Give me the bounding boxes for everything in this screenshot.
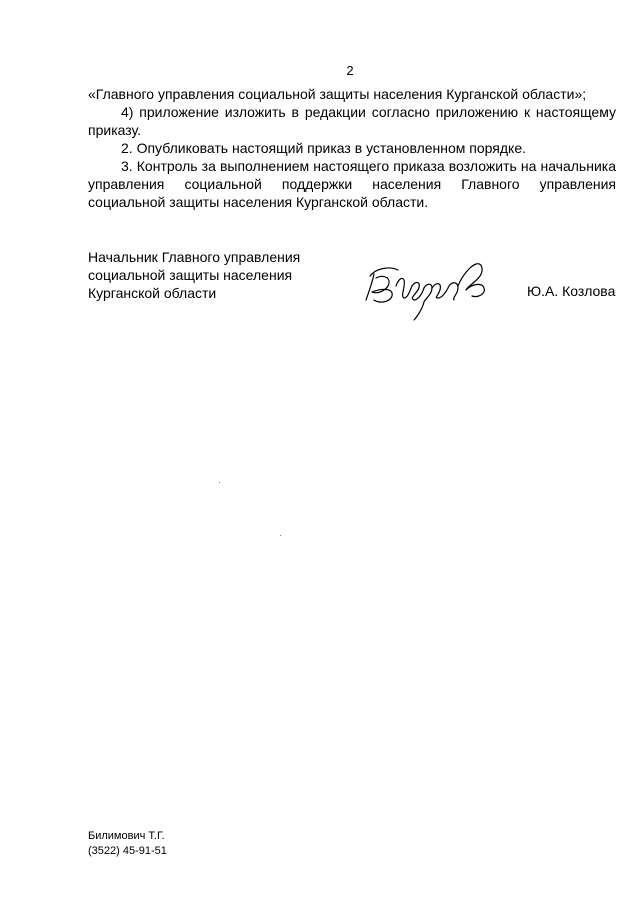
executor-block <box>88 829 167 859</box>
document-body <box>88 85 616 211</box>
signer-title <box>88 248 348 302</box>
signer-title-line: Начальник Главного управления <box>88 249 301 265</box>
body-item-3: 3. Контроль за выполнением настоящего приказа возложить на начальника управления социальной поддержки населения Главного управления социальной защиты населения Курганской области. <box>88 158 616 210</box>
scan-speck <box>219 482 220 483</box>
body-item-2: 2. Опубликовать настоящий приказ в установленном порядке. <box>121 140 527 156</box>
scan-speck <box>280 535 281 536</box>
signer-name: Ю.А. Козлова <box>527 283 616 299</box>
handwritten-signature-icon <box>362 258 502 322</box>
signer-title-line: Курганской области <box>88 285 217 301</box>
page-number: 2 <box>346 63 354 78</box>
executor-name: Билимович Т.Г. <box>88 830 165 842</box>
executor-phone: (3522) 45-91-51 <box>88 845 167 857</box>
body-line-continuation: «Главного управления социальной защиты населения Курганской области»; <box>88 86 587 102</box>
signer-title-line: социальной защиты населения <box>88 267 293 283</box>
body-item-4: 4) приложение изложить в редакции согласно приложению к настоящему приказу. <box>88 104 616 138</box>
